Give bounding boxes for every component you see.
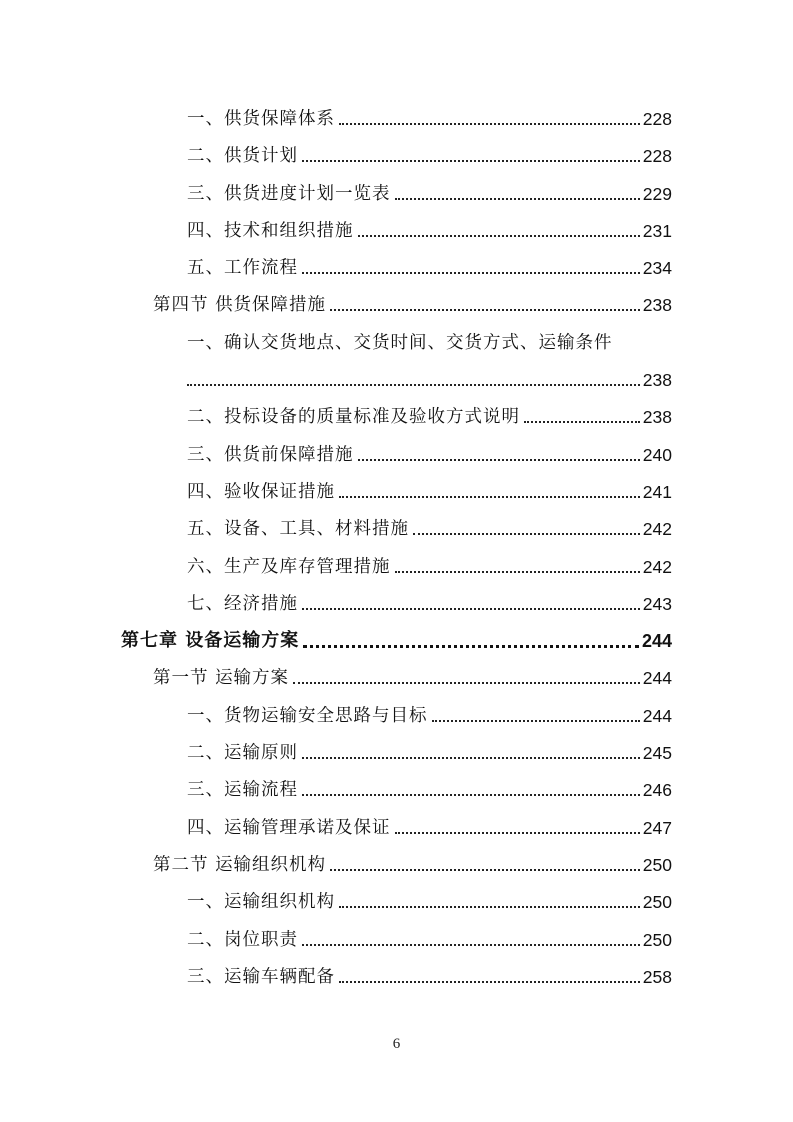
toc-entry[interactable] [0, 735, 793, 772]
page-number: 6 [392, 1036, 401, 1052]
toc-page-number: 243 [642, 593, 672, 614]
toc-page-number: 258 [642, 966, 672, 987]
toc-entry-title: 七、经济措施 [187, 593, 298, 614]
table-of-contents [0, 101, 793, 996]
toc-entry[interactable] [0, 623, 793, 660]
toc-page-number: 244 [642, 668, 672, 689]
toc-page-number: 238 [642, 407, 672, 428]
toc-entry-row [121, 630, 672, 652]
toc-entry-row [187, 257, 672, 279]
toc-dot-leader [293, 682, 640, 684]
toc-entry-title: 第四节 供货保障措施 [153, 295, 327, 316]
toc-entry-row [187, 966, 672, 988]
toc-dot-leader [302, 272, 640, 274]
toc-dot-leader [330, 309, 640, 311]
toc-entry-title: 一、确认交货地点、交货时间、交货方式、运输条件 [187, 332, 613, 353]
toc-entry[interactable] [0, 250, 793, 287]
toc-entry-title: 三、运输流程 [187, 780, 298, 801]
toc-entry-row [187, 481, 672, 503]
toc-dot-leader [339, 981, 640, 983]
toc-entry-title: 四、运输管理承诺及保证 [187, 817, 391, 838]
toc-entry[interactable] [0, 287, 793, 324]
toc-page-number: 229 [642, 183, 672, 204]
toc-entry[interactable] [0, 399, 793, 436]
toc-entry[interactable] [0, 810, 793, 847]
toc-entry[interactable] [0, 176, 793, 213]
toc-dot-leader [330, 869, 640, 871]
toc-entry-title: 一、运输组织机构 [187, 892, 335, 913]
toc-entry-title: 四、验收保证措施 [187, 481, 335, 502]
toc-dot-leader [395, 832, 640, 834]
toc-entry[interactable] [0, 549, 793, 586]
toc-entry[interactable] [0, 959, 793, 996]
toc-dot-leader [302, 794, 640, 796]
toc-entry-row [187, 779, 672, 801]
toc-page-number: 231 [642, 220, 672, 241]
toc-entry-title: 一、供货保障体系 [187, 109, 335, 129]
toc-entry-row [153, 854, 672, 876]
toc-dot-leader [339, 496, 640, 498]
toc-page-number: 241 [642, 481, 672, 502]
toc-entry-row [187, 929, 672, 951]
toc-dot-leader [302, 757, 640, 759]
toc-entry[interactable] [0, 437, 793, 474]
toc-entry-title: 四、技术和组织措施 [187, 220, 354, 241]
toc-entry[interactable] [0, 884, 793, 921]
toc-entry-row [187, 183, 672, 205]
toc-entry-row [187, 220, 672, 242]
toc-entry[interactable] [0, 772, 793, 809]
toc-page-number: 234 [642, 258, 672, 279]
toc-entry-row [153, 667, 672, 689]
toc-page-number: 250 [642, 892, 672, 913]
toc-dot-leader [187, 384, 640, 386]
toc-entry-title: 三、供货前保障措施 [187, 444, 354, 465]
toc-dot-leader [302, 608, 640, 610]
toc-entry[interactable] [0, 325, 793, 362]
toc-entry-title: 三、运输车辆配备 [187, 966, 335, 987]
toc-entry[interactable] [0, 511, 793, 548]
toc-dot-leader [358, 235, 640, 237]
toc-entry[interactable] [0, 922, 793, 959]
toc-page-number: 240 [642, 444, 672, 465]
toc-entry[interactable] [0, 362, 793, 399]
toc-page-number: 244 [642, 705, 672, 726]
toc-page-number: 246 [642, 780, 672, 801]
toc-dot-leader [432, 720, 640, 722]
toc-dot-leader [413, 533, 640, 535]
toc-dot-leader [303, 645, 639, 648]
toc-entry-row [187, 705, 672, 727]
toc-entry-title: 二、供货计划 [187, 146, 298, 167]
toc-entry-row [187, 332, 672, 354]
toc-dot-leader [395, 571, 640, 573]
toc-entry-title: 二、运输原则 [187, 743, 298, 764]
toc-page-number: 228 [642, 109, 672, 129]
toc-entry-row [187, 108, 672, 130]
toc-entry-row [187, 891, 672, 913]
toc-page-number: 238 [642, 370, 672, 391]
toc-entry[interactable] [0, 586, 793, 623]
toc-entry-title: 二、投标设备的质量标准及验收方式说明 [187, 407, 520, 428]
toc-entry-row [153, 294, 672, 316]
toc-entry-row [187, 369, 672, 391]
toc-dot-leader [339, 123, 640, 125]
toc-entry-title: 一、货物运输安全思路与目标 [187, 705, 428, 726]
toc-page-number: 250 [642, 929, 672, 950]
toc-dot-leader [302, 160, 640, 162]
toc-entry[interactable] [0, 138, 793, 175]
toc-entry-title: 第七章 设备运输方案 [121, 630, 300, 652]
toc-page-number: 244 [641, 631, 672, 652]
toc-entry-row [187, 742, 672, 764]
toc-entry[interactable] [0, 213, 793, 250]
toc-entry-row [187, 406, 672, 428]
toc-entry-row [187, 593, 672, 615]
toc-entry-row [187, 518, 672, 540]
toc-page-number: 242 [642, 519, 672, 540]
toc-dot-leader [524, 421, 640, 423]
toc-page-number: 228 [642, 146, 672, 167]
toc-entry[interactable] [0, 698, 793, 735]
toc-entry-title: 六、生产及库存管理措施 [187, 556, 391, 577]
toc-entry-title: 第二节 运输组织机构 [153, 854, 327, 875]
toc-page-number: 245 [642, 743, 672, 764]
toc-entry-row [187, 817, 672, 839]
toc-dot-leader [339, 906, 640, 908]
toc-dot-leader [302, 944, 640, 946]
toc-dot-leader [358, 459, 640, 461]
toc-page-number: 247 [642, 817, 672, 838]
toc-entry-row [187, 556, 672, 578]
toc-page-number: 242 [642, 556, 672, 577]
toc-page-number: 238 [642, 295, 672, 316]
toc-dot-leader [395, 198, 640, 200]
toc-entry-title: 五、设备、工具、材料措施 [187, 519, 409, 540]
toc-entry-title: 二、岗位职责 [187, 929, 298, 950]
toc-entry-row [187, 145, 672, 167]
toc-entry-title: 五、工作流程 [187, 258, 298, 279]
toc-entry[interactable] [0, 660, 793, 697]
toc-entry[interactable] [0, 101, 793, 138]
toc-entry[interactable] [0, 474, 793, 511]
toc-entry-title: 第一节 运输方案 [153, 668, 290, 689]
toc-entry-title: 三、供货进度计划一览表 [187, 183, 391, 204]
toc-page-number: 250 [642, 854, 672, 875]
toc-entry[interactable] [0, 847, 793, 884]
toc-entry-row [187, 444, 672, 466]
